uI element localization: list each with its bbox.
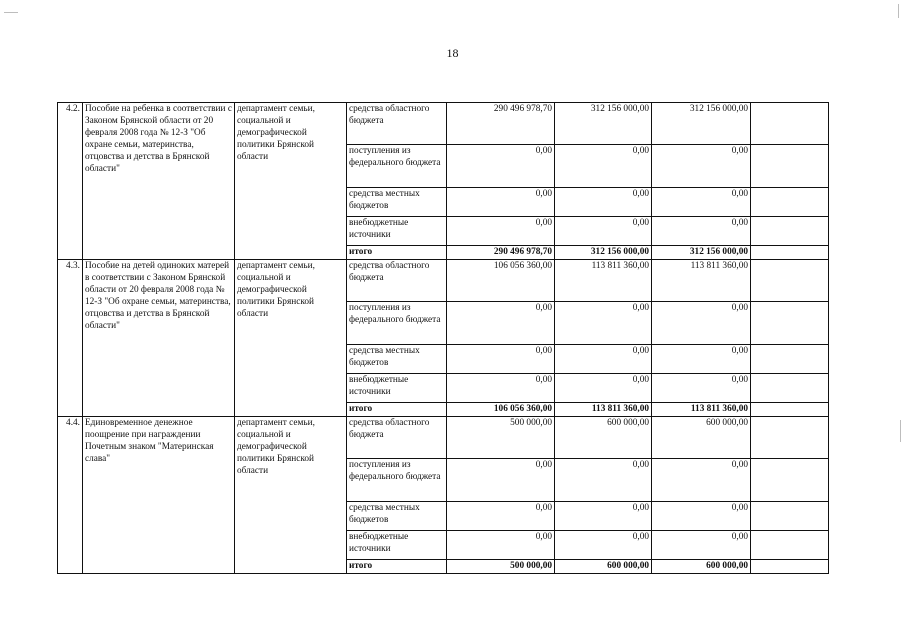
amount-year-3: 0,00 (652, 531, 751, 560)
total-year-1: 290 496 978,70 (447, 246, 555, 260)
amount-year-3: 0,00 (652, 145, 751, 188)
amount-year-3: 0,00 (652, 345, 751, 374)
scan-artifact-right-edge (900, 420, 901, 442)
funding-source: средства местных бюджетов (347, 345, 447, 374)
empty-cell (751, 188, 829, 217)
amount-year-2: 0,00 (555, 302, 652, 345)
amount-year-2: 0,00 (555, 374, 652, 403)
empty-cell (751, 246, 829, 260)
total-year-1: 106 056 360,00 (447, 403, 555, 417)
amount-year-2: 312 156 000,00 (555, 103, 652, 145)
amount-year-1: 0,00 (447, 459, 555, 502)
empty-cell (751, 302, 829, 345)
funding-source: средства областного бюджета (347, 103, 447, 145)
total-year-2: 312 156 000,00 (555, 246, 652, 260)
executor: департамент семьи, социальной и демографической политики Брянской области (235, 417, 347, 574)
total-year-3: 312 156 000,00 (652, 246, 751, 260)
amount-year-2: 0,00 (555, 459, 652, 502)
amount-year-1: 0,00 (447, 188, 555, 217)
measure-title: Пособие на ребенка в соответствии с Законом Брянской области от 20 февраля 2008 года № 12-З "Об охране семьи, материнства, отцовства и детства в Брянской области" (83, 103, 235, 260)
total-year-2: 600 000,00 (555, 560, 652, 574)
amount-year-2: 113 811 360,00 (555, 260, 652, 302)
empty-cell (751, 459, 829, 502)
total-year-1: 500 000,00 (447, 560, 555, 574)
empty-cell (751, 417, 829, 459)
amount-year-2: 0,00 (555, 217, 652, 246)
amount-year-3: 312 156 000,00 (652, 103, 751, 145)
section-number: 4.3. (58, 260, 83, 417)
amount-year-2: 0,00 (555, 188, 652, 217)
amount-year-3: 0,00 (652, 302, 751, 345)
amount-year-2: 0,00 (555, 345, 652, 374)
empty-cell (751, 560, 829, 574)
funding-source: внебюджетные источники (347, 531, 447, 560)
empty-cell (751, 502, 829, 531)
section-number: 4.2. (58, 103, 83, 260)
funding-source: итого (347, 560, 447, 574)
amount-year-1: 0,00 (447, 217, 555, 246)
funding-source: итого (347, 246, 447, 260)
measure-title: Единовременное денежное поощрение при награждении Почетным знаком "Материнская слава" (83, 417, 235, 574)
amount-year-3: 0,00 (652, 502, 751, 531)
amount-year-1: 0,00 (447, 145, 555, 188)
empty-cell (751, 217, 829, 246)
funding-source: поступления из федерального бюджета (347, 145, 447, 188)
amount-year-3: 0,00 (652, 217, 751, 246)
funding-source: поступления из федерального бюджета (347, 302, 447, 345)
empty-cell (751, 145, 829, 188)
executor: департамент семьи, социальной и демографической политики Брянской области (235, 260, 347, 417)
funding-source: средства местных бюджетов (347, 188, 447, 217)
table-row (58, 103, 829, 145)
section-number: 4.4. (58, 417, 83, 574)
funding-source: средства областного бюджета (347, 417, 447, 459)
amount-year-1: 290 496 978,70 (447, 103, 555, 145)
amount-year-1: 106 056 360,00 (447, 260, 555, 302)
amount-year-2: 0,00 (555, 145, 652, 188)
amount-year-3: 0,00 (652, 374, 751, 403)
table-row (58, 260, 829, 302)
amount-year-2: 0,00 (555, 531, 652, 560)
total-year-3: 600 000,00 (652, 560, 751, 574)
page-number: 18 (446, 46, 459, 60)
amount-year-3: 600 000,00 (652, 417, 751, 459)
amount-year-1: 0,00 (447, 531, 555, 560)
amount-year-1: 0,00 (447, 374, 555, 403)
empty-cell (751, 345, 829, 374)
amount-year-1: 0,00 (447, 302, 555, 345)
total-year-3: 113 811 360,00 (652, 403, 751, 417)
measure-title: Пособие на детей одиноких матерей в соответствии с Законом Брянской области от 20 февраля 2008 года № 12-З "Об охране семьи, материнства, отцовства и детства в Брянской области" (83, 260, 235, 417)
funding-source: средства местных бюджетов (347, 502, 447, 531)
scan-artifact-top-left (4, 12, 18, 13)
amount-year-3: 113 811 360,00 (652, 260, 751, 302)
amount-year-3: 0,00 (652, 188, 751, 217)
funding-source: внебюджетные источники (347, 217, 447, 246)
funding-source: внебюджетные источники (347, 374, 447, 403)
table-row (58, 417, 829, 459)
empty-cell (751, 103, 829, 145)
funding-source: поступления из федерального бюджета (347, 459, 447, 502)
scan-artifact-top-right (898, 4, 899, 18)
funding-source: итого (347, 403, 447, 417)
empty-cell (751, 403, 829, 417)
amount-year-2: 0,00 (555, 502, 652, 531)
executor: департамент семьи, социальной и демографической политики Брянской области (235, 103, 347, 260)
funding-table (57, 102, 829, 574)
empty-cell (751, 531, 829, 560)
amount-year-1: 0,00 (447, 502, 555, 531)
amount-year-3: 0,00 (652, 459, 751, 502)
total-year-2: 113 811 360,00 (555, 403, 652, 417)
empty-cell (751, 374, 829, 403)
amount-year-2: 600 000,00 (555, 417, 652, 459)
empty-cell (751, 260, 829, 302)
amount-year-1: 500 000,00 (447, 417, 555, 459)
funding-source: средства областного бюджета (347, 260, 447, 302)
amount-year-1: 0,00 (447, 345, 555, 374)
